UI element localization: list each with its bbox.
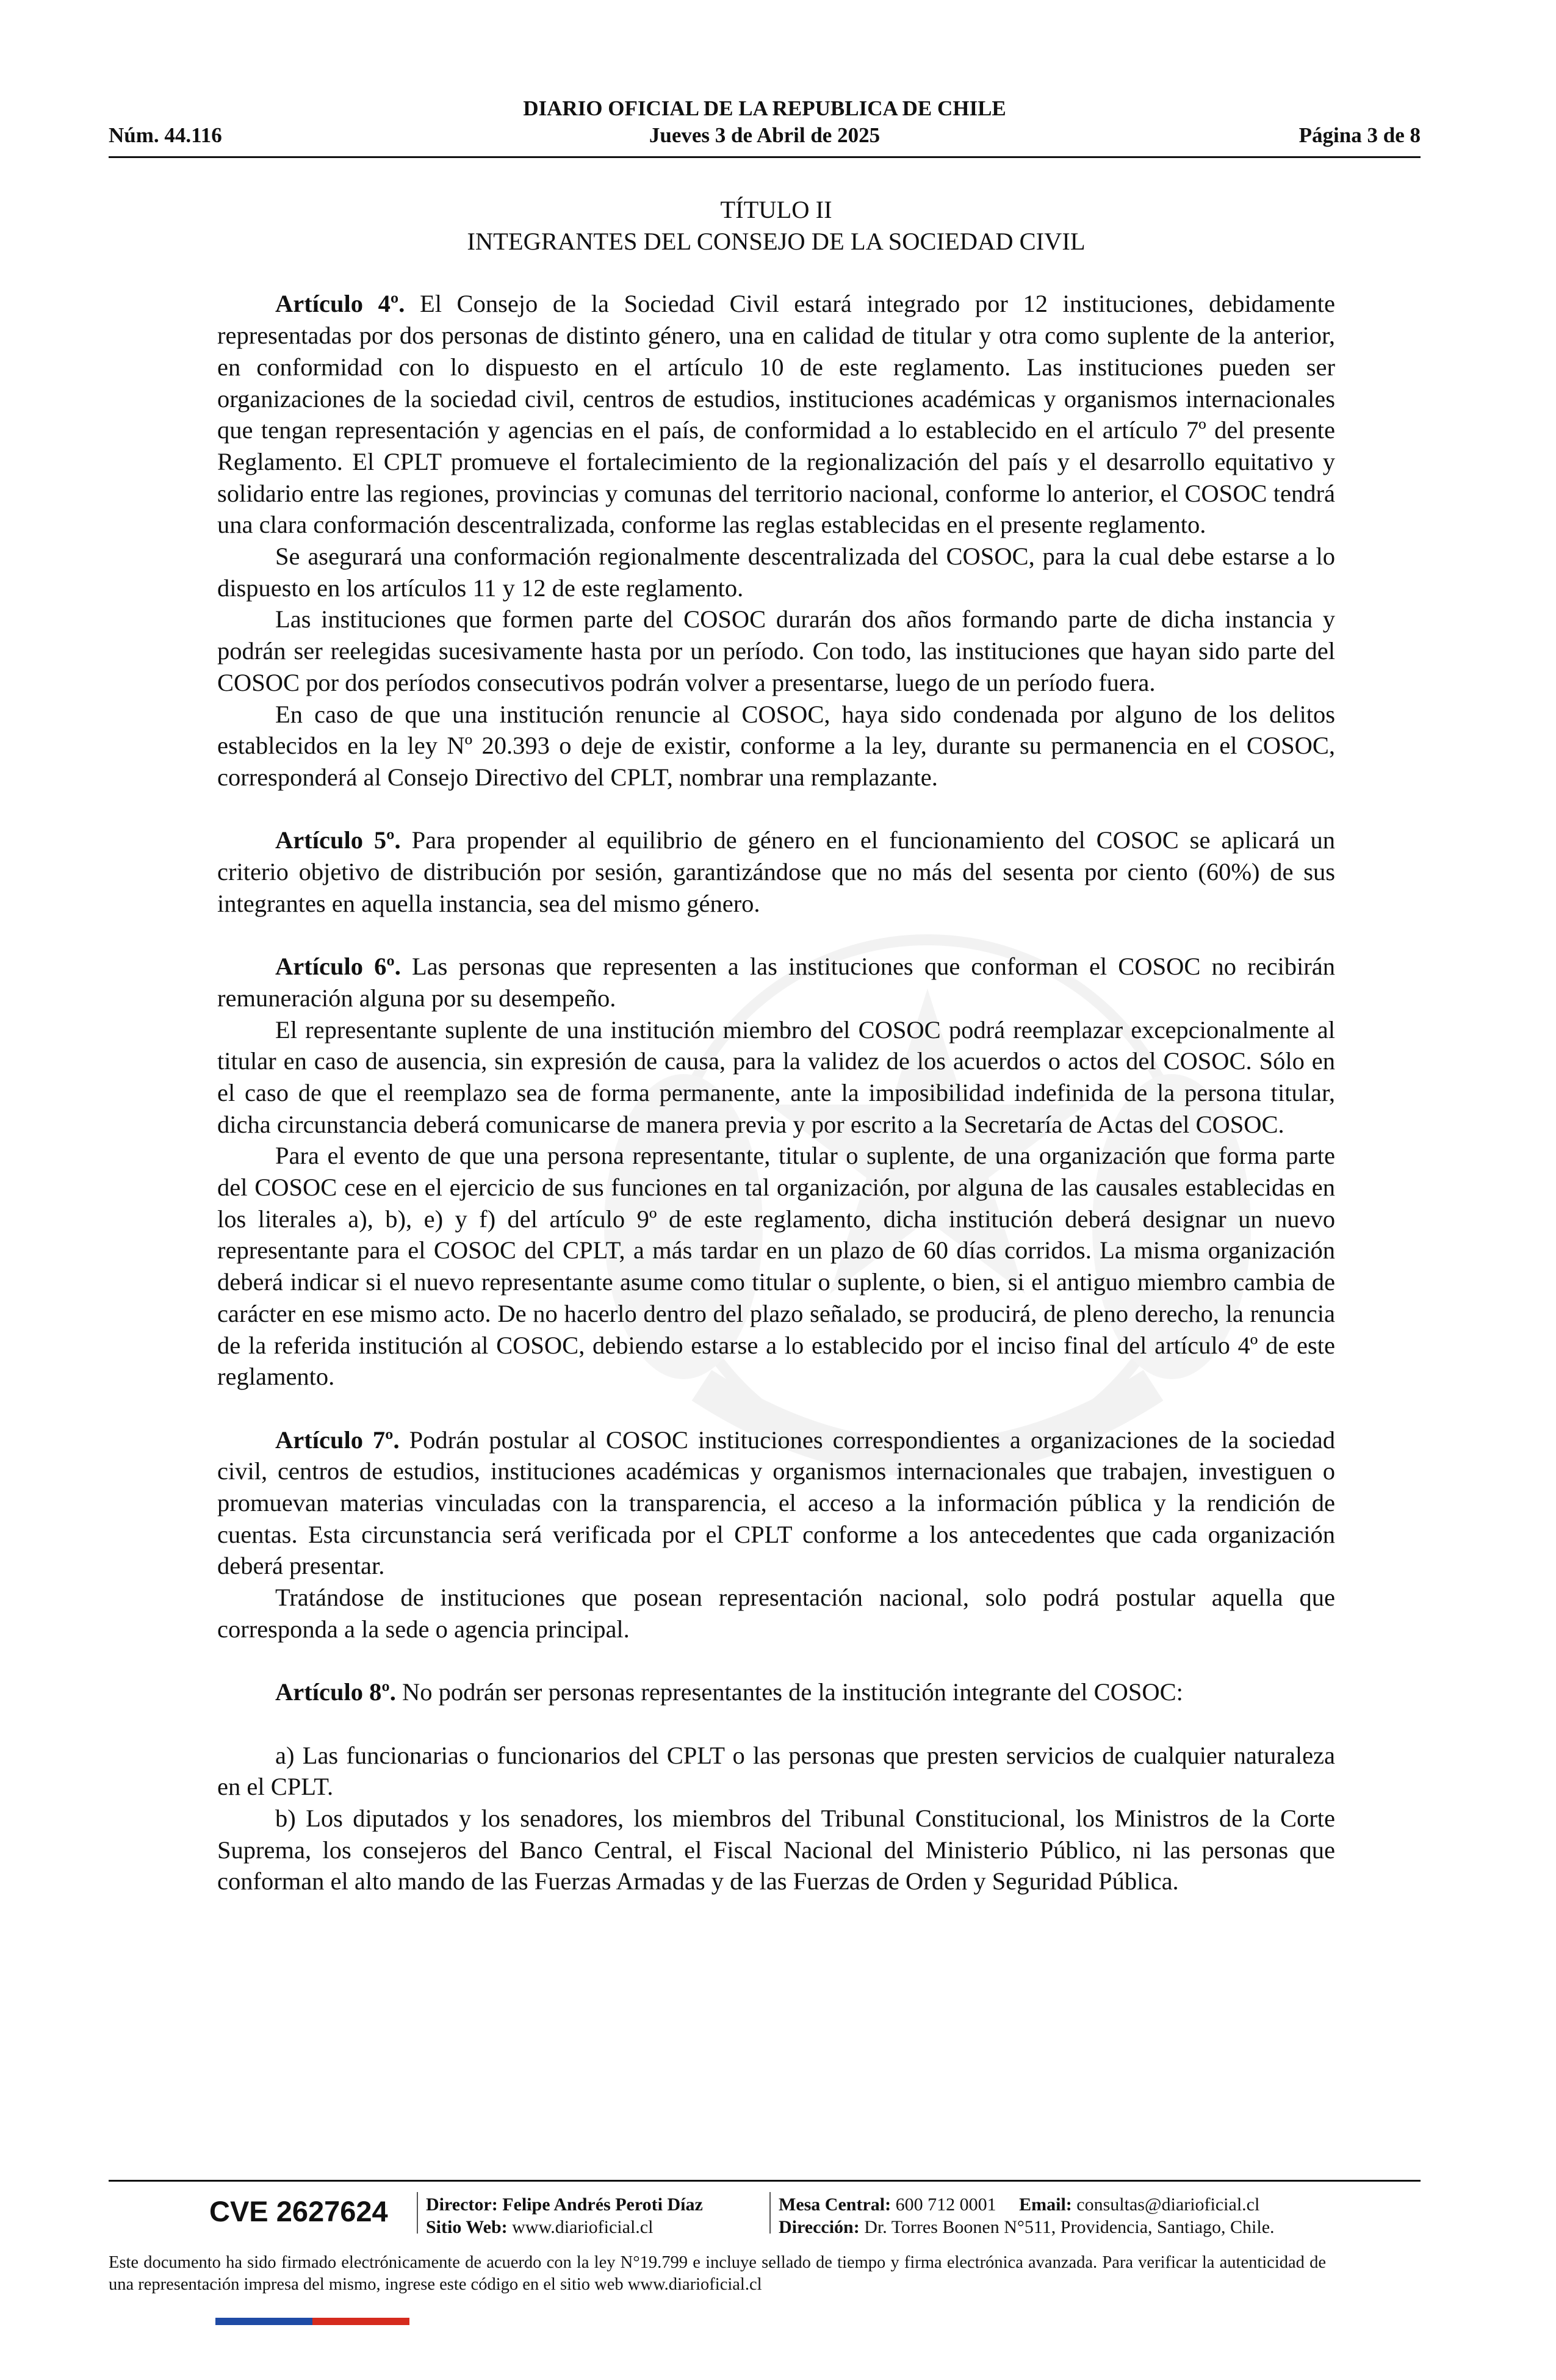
page-header (109, 96, 1421, 151)
article-4-paragraph-3: Las instituciones que formen parte del COSOC durarán dos años formando parte de dicha instancia y podrán ser reelegidas sucesivamente hasta por un período. Con todo, las instituciones que hayan sido parte del COSOC por dos períodos consecutivos podrán volver a presentarse, luego de un período fuera. (217, 605, 1335, 696)
article-4-paragraph-4: En caso de que una institución renuncie al COSOC, haya sido condenada por alguno de los delitos establecidos en la ley Nº 20.393 o deje de existir, conforme a la ley, durante su permanencia en el COSOC, corresponderá al Consejo Directivo del CPLT, nombrar una remplazante. (217, 700, 1335, 791)
cve-code: CVE 2627624 (209, 2195, 388, 2227)
footer-separator (417, 2192, 418, 2234)
website-link[interactable]: www.diarioficial.cl (512, 2217, 654, 2237)
article-6-text: Las personas que representen a las instituciones que conforman el COSOC no recibirán remuneración alguna por su desempeño. (217, 953, 1335, 1012)
article-6-paragraph-3: Para el evento de que una persona representante, titular o suplente, de una organización que forma parte del COSOC cese en el ejercicio de sus funciones en tal organización, por alguna de las causales establecidas en los literales a), b), e) y f) del artículo 9º de este reglamento, dicha institución deberá designar un nuevo representante para el COSOC del CPLT, a más tardar en un plazo de 60 días corridos. La misma organización deberá indicar si el nuevo representante asume como titular o suplente, o bien, si el antiguo miembro cambia de carácter en ese mismo acto. De no hacerlo dentro del plazo señalado, se producirá, de pleno derecho, la renuncia de la referida institución al COSOC, debiendo estarse a lo establecido por el inciso final del artículo 4º de este reglamento. (217, 1142, 1335, 1391)
publication-title: DIARIO OFICIAL DE LA REPUBLICA DE CHILE (523, 96, 1006, 120)
flag-red-bar (312, 2318, 409, 2325)
article-5-text: Para propender al equilibrio de género en el funcionamiento del COSOC se aplicará un criterio objetivo de distribución por sesión, garantizándose que no más del sesenta por ciento (60%) de sus integrantes en aquella instancia, sea del mismo género. (217, 826, 1335, 917)
header-divider (109, 156, 1421, 158)
email-link[interactable]: consultas@diarioficial.cl (1076, 2194, 1260, 2215)
email-label: Email: (1019, 2194, 1072, 2215)
article-7-paragraph-2: Tratándose de instituciones que posean representación nacional, solo podrá postular aquella que corresponda a la sede o agencia principal. (217, 1584, 1335, 1643)
website-label: Sitio Web: (426, 2217, 508, 2237)
article-6-heading: Artículo 6º. (275, 953, 401, 981)
section-title (217, 194, 1335, 257)
article-4-heading: Artículo 4º. (275, 290, 405, 318)
address-value: Dr. Torres Boonen N°511, Providencia, Santiago, Chile. (864, 2217, 1275, 2237)
article-8-paragraph (217, 1676, 1335, 1708)
article-8-text: No podrán ser personas representantes de la institución integrante del COSOC: (402, 1678, 1183, 1706)
article-7-text: Podrán postular al COSOC instituciones correspondientes a organizaciones de la sociedad civil, centros de estudios, instituciones académicas y organismos internacionales que trabajen, investiguen o promuevan materias vinculadas con la transparencia, el acceso a la información pública y la rendición de cuentas. Esta circunstancia será verificada por el CPLT conforme a los antecedentes que cada organización deberá presentar. (217, 1426, 1335, 1580)
article-7-heading: Artículo 7º. (275, 1426, 400, 1454)
document-body (217, 194, 1335, 1897)
footer-separator (769, 2192, 771, 2234)
article-7-paragraph (217, 1424, 1335, 1582)
title-number: TÍTULO II (720, 196, 832, 223)
flag-blue-bar (215, 2318, 312, 2325)
flag-stripe (215, 2318, 409, 2325)
director-label: Director: (426, 2194, 498, 2215)
article-5-heading: Artículo 5º. (275, 826, 401, 854)
mesa-phone: 600 712 0001 (895, 2194, 996, 2215)
article-6-paragraph-2: El representante suplente de una institución miembro del COSOC podrá reemplazar excepcionalmente al titular en caso de ausencia, sin expresión de causa, para la validez de los acuerdos o actos del COSOC. Sólo en el caso de que el reemplazo sea de forma permanente, ante la imposibilidad indefinida de la persona titular, dicha circunstancia deberá comunicarse de manera previa y por escrito a la Secretaría de Actas del COSOC. (217, 1015, 1335, 1138)
contact-info (779, 2193, 1275, 2238)
article-4-paragraph-2: Se asegurará una conformación regionalmente descentralizada del COSOC, para la cual debe estarse a lo dispuesto en los artículos 11 y 12 de este reglamento. (217, 543, 1335, 602)
issue-number: Núm. 44.116 (109, 123, 222, 147)
footer-divider (109, 2180, 1421, 2182)
article-8-item-b: b) Los diputados y los senadores, los miembros del Tribunal Constitucional, los Ministros de la Corte Suprema, los consejeros del Banco Central, el Fiscal Nacional del Ministerio Público, ni las personas que conforman el alto mando de las Fuerzas Armadas y de las Fuerzas de Orden y Seguridad Pública. (217, 1805, 1335, 1895)
legal-notice: Este documento ha sido firmado electrónicamente de acuerdo con la ley N°19.799 e incluye sellado de tiempo y firma electrónica avanzada. Para verificar la autenticidad de una representación impresa del mismo, ingrese este código en el sitio web www.diarioficial.cl (109, 2253, 1326, 2294)
article-6-paragraph (217, 951, 1335, 1014)
director-name: Felipe Andrés Peroti Díaz (502, 2194, 703, 2215)
page-indicator: Página 3 de 8 (1298, 123, 1421, 147)
mesa-label: Mesa Central: (779, 2194, 891, 2215)
article-4-text: El Consejo de la Sociedad Civil estará integrado por 12 instituciones, debidamente representadas por dos personas de distinto género, una en calidad de titular y otra como suplente de la anterior, en conformidad con lo dispuesto en el artículo 10 de este reglamento. Las instituciones pueden ser organizaciones de la sociedad civil, centros de estudios, instituciones académicas y organismos internacionales que tengan representación y agencias en el país, de conformidad a lo establecido en el artículo 7º del presente Reglamento. El CPLT promueve el fortalecimiento de la regionalización del país y el desarrollo equitativo y solidario entre las regiones, provincias y comunas del territorio nacional, conforme lo anterior, el COSOC tendrá una clara conformación descentralizada, conforme las reglas establecidas en el presente reglamento. (217, 290, 1335, 539)
article-5-paragraph (217, 824, 1335, 919)
article-4-paragraph (217, 288, 1335, 541)
article-8-heading: Artículo 8º. (275, 1678, 396, 1706)
title-name: INTEGRANTES DEL CONSEJO DE LA SOCIEDAD CIVIL (467, 227, 1086, 255)
director-info (426, 2193, 703, 2238)
article-8-item-a: a) Las funcionarias o funcionarios del CPLT o las personas que presten servicios de cualquier naturaleza en el CPLT. (217, 1741, 1335, 1801)
address-label: Dirección: (779, 2217, 860, 2237)
issue-date: Jueves 3 de Abril de 2025 (649, 123, 881, 147)
